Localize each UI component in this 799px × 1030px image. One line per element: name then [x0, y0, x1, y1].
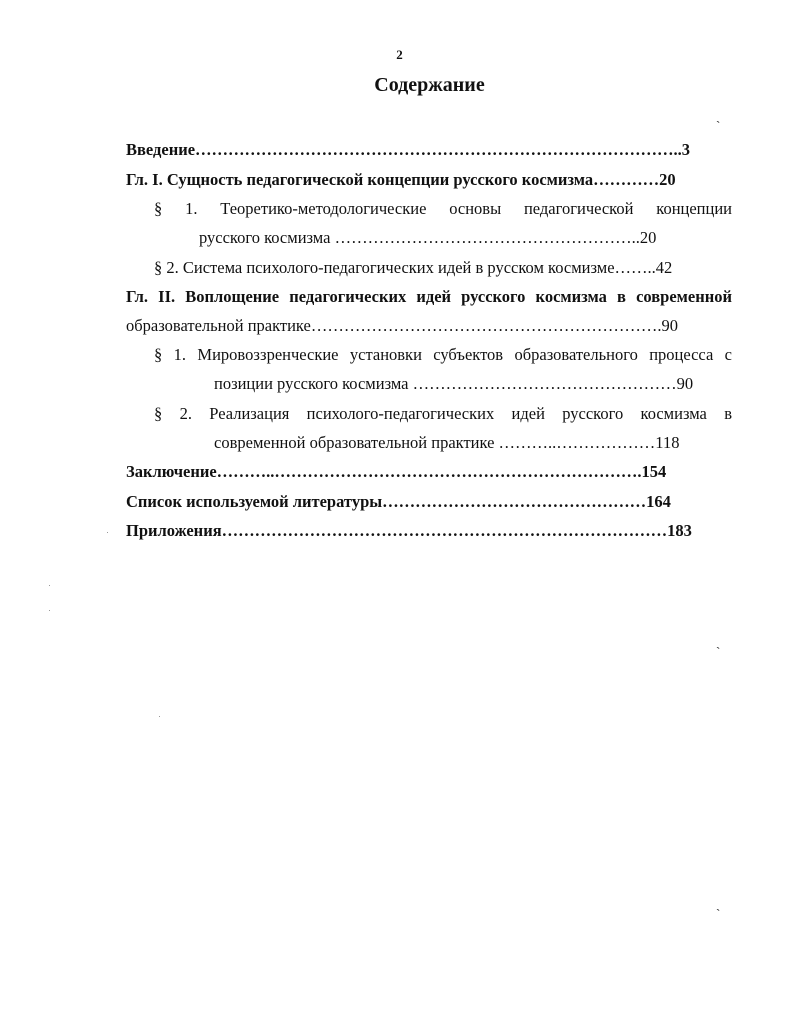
toc-ch1-section-2: § 2. Система психолого-педагогических идей в русском космизме……..42 — [154, 258, 673, 277]
toc-conclusion: Заключение………..………………………………………………………….154 — [126, 462, 667, 481]
toc-references: Список используемой литературы…………………………………………164 — [126, 492, 671, 511]
scan-speck — [159, 716, 160, 717]
toc-appendix: Приложения………………………………………………………………………183 — [126, 521, 692, 540]
scan-tick-mark: ` — [716, 906, 721, 921]
toc-ch2-section-2-line-1: § 2. Реализация психолого-педагогических идей русского космизма в — [154, 404, 732, 423]
scan-speck — [49, 610, 50, 611]
toc-chapter-2-line-2: образовательной практике……………………………………………………….90 — [126, 316, 678, 335]
toc-ch2-section-2-line-2: современной образовательной практике ………..………………118 — [214, 433, 680, 452]
scan-speck — [107, 532, 108, 533]
toc-chapter-1: Гл. I. Сущность педагогической концепции русского космизма…………20 — [126, 170, 676, 189]
scan-speck — [49, 585, 50, 586]
toc-ch1-section-1-line-1: § 1. Теоретико-методологические основы педагогической концепции — [154, 199, 732, 218]
scan-tick-mark: ` — [716, 644, 721, 659]
toc-ch2-section-1-line-1: § 1. Мировоззренческие установки субъектов образовательного процесса с — [154, 345, 732, 364]
toc-intro: Введение……………………………………………………………………………..3 — [126, 140, 691, 159]
toc-ch2-section-1-line-2: позиции русского космизма …………………………………………90 — [214, 374, 694, 393]
page-number: 2 — [396, 47, 403, 62]
toc-ch1-section-1-line-2: русского космизма ………………………………………………..20 — [199, 228, 657, 247]
toc-chapter-2-line-1: Гл. II. Воплощение педагогических идей русского космизма в современной — [126, 287, 732, 306]
page-title: Содержание — [374, 74, 485, 96]
scan-tick-mark: ` — [716, 118, 721, 133]
